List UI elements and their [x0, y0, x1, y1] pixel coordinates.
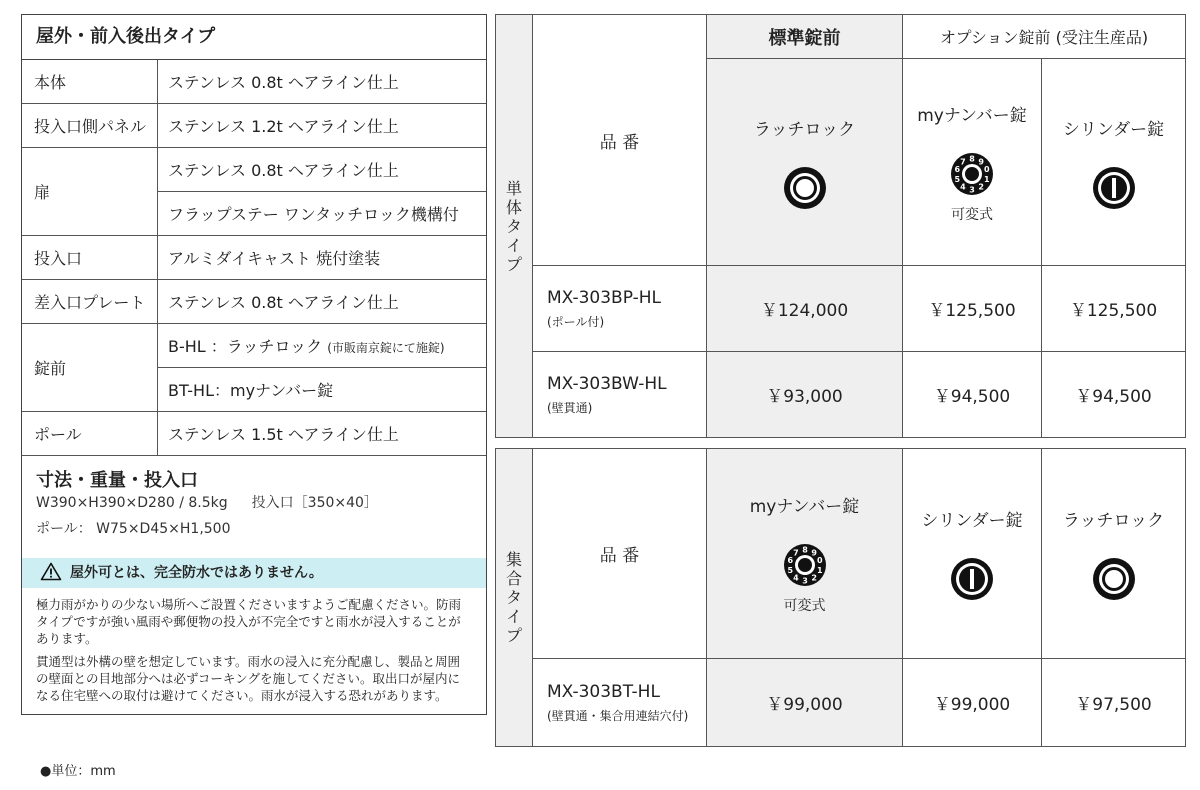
lock-name: シリンダー錠: [1062, 119, 1165, 140]
model-row: [496, 659, 1186, 747]
dial-digit: 8: [801, 545, 808, 555]
spec-row-panel: [22, 104, 486, 148]
lock-cell-latch: [707, 59, 903, 266]
cylinder-lock-icon: [1042, 166, 1185, 210]
dial-digit: 1: [983, 174, 990, 184]
lock-name: シリンダー錠: [921, 511, 1023, 531]
lock-name: ラッチロック: [753, 119, 856, 140]
option-lock-header: オプション錠前 (受注生産品): [903, 15, 1186, 59]
price-cell: ￥94,500: [1042, 352, 1186, 438]
lock-value-note: (市販南京錠にて施錠): [327, 341, 445, 355]
spec-value: ステンレス 0.8t ヘアライン仕上: [158, 148, 487, 192]
price-cell: ￥99,000: [903, 659, 1042, 747]
model-row: [496, 352, 1186, 438]
lock-name: ラッチロック: [1062, 511, 1165, 531]
price-cell: ￥125,500: [1042, 266, 1186, 352]
dimensions-size: W390×H390×D280 / 8.5kg: [36, 495, 228, 511]
dial-digit: 2: [810, 573, 817, 583]
price-cell: ￥125,500: [903, 266, 1042, 352]
dimensions-slot: 投入口［350×40］: [251, 495, 378, 511]
dimensions-line: [22, 490, 486, 516]
spec-label: 投入口側パネル: [22, 104, 158, 148]
spec-label: 差入口プレート: [22, 280, 158, 324]
dial-lock-icon: [903, 152, 1041, 196]
spec-row-door: [22, 148, 486, 192]
model-name: MX-303BP-HL: [547, 287, 661, 308]
price-cell: ￥124,000: [707, 266, 903, 352]
price-cell: ￥93,000: [707, 352, 903, 438]
cylinder-lock-icon: [903, 557, 1041, 601]
lock-note: 可変式: [783, 598, 826, 614]
spec-value: ステンレス 1.2t ヘアライン仕上: [158, 104, 487, 148]
type-label-text: 集 合 タ イ プ: [505, 550, 522, 645]
single-type-table: [495, 14, 1186, 438]
model-name: MX-303BW-HL: [547, 373, 667, 394]
spec-row-plate: [22, 280, 486, 324]
latch-lock-icon: [1042, 557, 1185, 601]
latch-lock-icon: [707, 166, 902, 210]
spec-label: 扉: [22, 148, 158, 236]
unit-note: ●単位：mm: [40, 764, 116, 779]
dial-digit: 0: [983, 164, 990, 174]
spec-value: ステンレス 0.8t ヘアライン仕上: [158, 60, 487, 104]
model-cell: [533, 659, 707, 747]
lock-cell-cylinder: [1042, 59, 1186, 266]
spec-row-slot: [22, 236, 486, 280]
model-name: MX-303BT-HL: [547, 681, 660, 702]
spec-label: 投入口: [22, 236, 158, 280]
dial-digit: 1: [816, 565, 823, 575]
multi-type-table: [495, 448, 1186, 747]
hinban-header: 品 番: [533, 15, 707, 266]
warning-text: 屋外可とは、完全防水ではありません。: [70, 565, 323, 581]
spec-label: 本体: [22, 60, 158, 104]
type-label: [496, 15, 533, 438]
spec-value: アルミダイキャスト 焼付塗装: [158, 236, 487, 280]
price-cell: ￥94,500: [903, 352, 1042, 438]
lock-cell-dial: [707, 449, 903, 659]
dial-lock-icon: [707, 543, 902, 587]
price-cell: ￥97,500: [1042, 659, 1186, 747]
dial-digit: 8: [969, 154, 975, 163]
model-cell: [533, 352, 707, 438]
dimensions-title: 寸法・重量・投入口: [36, 470, 198, 491]
spec-table: [22, 60, 486, 456]
warning-triangle-icon: [40, 562, 62, 581]
model-row: [496, 266, 1186, 352]
lock-name: myナンバー錠: [749, 497, 860, 517]
spec-label: ポール: [22, 412, 158, 456]
spec-label: 錠前: [22, 324, 158, 412]
model-sub: (壁貫通): [547, 400, 593, 415]
price-cell: ￥99,000: [707, 659, 903, 747]
model-cell: [533, 266, 707, 352]
spec-value: ステンレス 1.5t ヘアライン仕上: [158, 412, 487, 456]
dial-digit: 7: [960, 156, 966, 166]
spec-panel: [21, 14, 487, 715]
model-sub: (壁貫通・集合用連結穴付): [547, 708, 689, 723]
warning-banner: [22, 558, 486, 588]
dial-digit: 9: [978, 156, 984, 166]
dial-digit: 3: [969, 185, 975, 194]
spec-row-body: [22, 60, 486, 104]
dimensions-pole: ポール： W75×D45×H1,500: [36, 521, 231, 537]
spec-value: フラップステー ワンタッチロック機構付: [158, 192, 487, 236]
dial-digit: 5: [786, 565, 793, 575]
spec-value: BT-HL：myナンバー錠: [158, 368, 487, 412]
hinban-header: 品 番: [533, 449, 707, 659]
standard-lock-header: 標準錠前: [707, 15, 903, 59]
type-label-text: 単 体 タ イ プ: [505, 178, 522, 274]
warning-note: 極力雨がかりの少ない場所へご設置くださいますようご配慮ください。防雨タイプですが強い風雨や郵便物の投入が不完全ですと雨水が浸入することがあります。: [36, 597, 462, 646]
dial-digit: 9: [810, 548, 817, 558]
dial-digit: 4: [960, 182, 966, 192]
lock-cell-dial: [903, 59, 1042, 266]
lock-name: myナンバー錠: [917, 105, 1027, 126]
spec-value: ステンレス 0.8t ヘアライン仕上: [158, 280, 487, 324]
spec-title: 屋外・前入後出タイプ: [22, 15, 486, 60]
dial-digit: 4: [792, 573, 799, 583]
dial-digit: 5: [954, 174, 961, 184]
warning-note: 貫通型は外構の壁を想定しています。雨水の浸入に充分配慮し、製品と周囲の壁面との目地部分へは必ずコーキングを施してください。取出口が屋内になる住宅壁への取付は避けてください。雨水が浸入する恐れがあります。: [36, 654, 461, 703]
type-label: [496, 449, 533, 747]
dial-digit: 0: [816, 556, 823, 566]
dial-digit: 3: [801, 576, 808, 586]
dial-digit: 2: [978, 182, 984, 192]
lock-cell-latch: [1042, 449, 1186, 659]
lock-note: 可変式: [951, 206, 993, 223]
spec-value: [158, 324, 487, 368]
dial-digit: 6: [954, 164, 961, 174]
lock-cell-cylinder: [903, 449, 1042, 659]
dial-digit: 7: [792, 548, 799, 558]
spec-row-lock: [22, 324, 486, 368]
spec-row-pole: [22, 412, 486, 456]
lock-value-main: B-HL ：ラッチロック: [168, 337, 323, 356]
dial-digit: 6: [786, 556, 793, 566]
model-sub: (ポール付): [547, 314, 605, 329]
